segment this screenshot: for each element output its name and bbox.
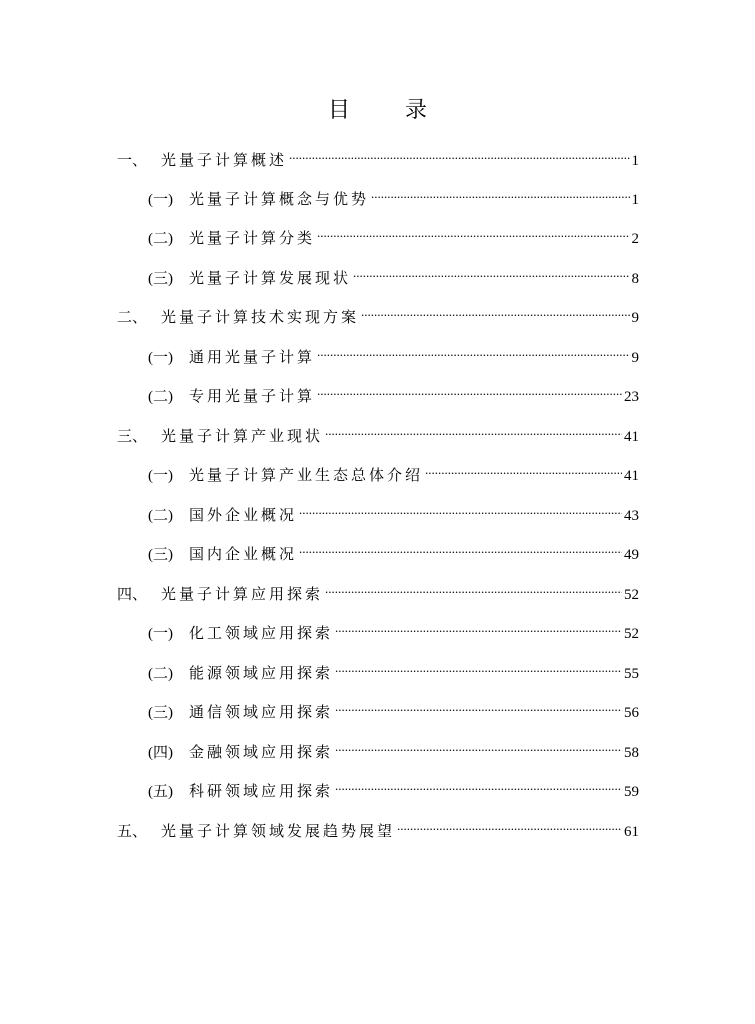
toc-entry-title: 能源领域应用探索 <box>189 664 334 682</box>
toc-leader-dots <box>353 259 629 283</box>
toc-entry-page: 9 <box>631 350 639 366</box>
toc-entry-number: (一) <box>148 468 173 484</box>
toc-leader-dots <box>335 772 622 796</box>
toc-leader-dots <box>317 377 622 401</box>
toc-entry-title: 光量子计算技术实现方案 <box>161 308 360 326</box>
toc-entry[interactable] <box>148 338 639 366</box>
toc-entry-title: 专用光量子计算 <box>189 387 316 405</box>
toc-entry[interactable] <box>148 693 639 721</box>
toc-entry-title: 光量子计算应用探索 <box>161 585 324 603</box>
toc-entry-number: 三、 <box>117 429 148 445</box>
toc-entry[interactable] <box>148 456 639 484</box>
toc-entry-number: (五) <box>148 784 173 800</box>
toc-leader-dots <box>335 654 622 678</box>
toc-entry-number: (一) <box>148 626 173 642</box>
toc-entry-number: (二) <box>148 231 173 247</box>
toc-entry[interactable] <box>148 219 639 247</box>
toc-entry-title: 化工领域应用探索 <box>189 624 334 642</box>
toc-entry-title: 光量子计算概述 <box>161 151 288 169</box>
toc-entry-title: 光量子计算产业生态总体介绍 <box>189 466 424 484</box>
toc-entry-title: 光量子计算发展现状 <box>189 269 352 287</box>
toc-entry-page: 61 <box>624 824 639 840</box>
toc-entry-number: 一、 <box>117 153 148 169</box>
toc-entry-title: 科研领域应用探索 <box>189 782 334 800</box>
toc-leader-dots <box>289 141 629 165</box>
toc-entry[interactable] <box>117 812 639 840</box>
toc-entry-page: 56 <box>624 705 639 721</box>
toc-entry-title: 通用光量子计算 <box>189 348 316 366</box>
toc-entry-title: 光量子计算分类 <box>189 229 316 247</box>
toc-entry[interactable] <box>117 141 639 169</box>
toc-entry-title: 金融领域应用探索 <box>189 743 334 761</box>
toc-entry-number: 五、 <box>117 824 148 840</box>
toc-entry[interactable] <box>148 733 639 761</box>
toc-entry-page: 23 <box>624 389 639 405</box>
toc-leader-dots <box>325 575 622 599</box>
toc-leader-dots <box>299 496 622 520</box>
toc-leader-dots <box>371 180 629 204</box>
toc-entry-number: (三) <box>148 705 173 721</box>
toc-entry-page: 55 <box>624 666 639 682</box>
toc-entry[interactable] <box>148 614 639 642</box>
toc-leader-dots <box>335 733 622 757</box>
toc-entry-number: (一) <box>148 350 173 366</box>
toc-entry-title: 国内企业概况 <box>189 545 298 563</box>
toc-entry-page: 52 <box>624 626 639 642</box>
toc-entry-page: 41 <box>624 468 639 484</box>
toc-entry[interactable] <box>117 417 639 445</box>
toc-entry-number: (二) <box>148 389 173 405</box>
toc-entry[interactable] <box>117 575 639 603</box>
toc-entry-number: (三) <box>148 547 173 563</box>
toc-entry-page: 58 <box>624 745 639 761</box>
toc-entry-page: 43 <box>624 508 639 524</box>
toc-entry-page: 59 <box>624 784 639 800</box>
toc-entry-number: (四) <box>148 745 173 761</box>
toc-entry-title: 通信领域应用探索 <box>189 703 334 721</box>
toc-entry[interactable] <box>148 496 639 524</box>
toc-leader-dots <box>317 338 629 362</box>
toc-leader-dots <box>325 417 622 441</box>
toc-leader-dots <box>335 693 622 717</box>
toc-entry-page: 49 <box>624 547 639 563</box>
toc-entry-page: 8 <box>631 271 639 287</box>
toc-entry-page: 1 <box>631 153 639 169</box>
toc-entry[interactable] <box>117 298 639 326</box>
toc-entry[interactable] <box>148 772 639 800</box>
toc-entry-number: (三) <box>148 271 173 287</box>
toc-leader-dots <box>425 456 622 480</box>
toc-leader-dots <box>361 298 629 322</box>
toc-entry-number: 四、 <box>117 587 148 603</box>
toc-entry-page: 41 <box>624 429 639 445</box>
toc-title: 目 录 <box>328 98 451 123</box>
toc-entry-page: 52 <box>624 587 639 603</box>
toc-entry[interactable] <box>148 180 639 208</box>
toc-entry-number: (二) <box>148 508 173 524</box>
toc-leader-dots <box>299 535 622 559</box>
toc-leader-dots <box>335 614 622 638</box>
toc-entry-title: 光量子计算产业现状 <box>161 427 324 445</box>
toc-entry[interactable] <box>148 377 639 405</box>
toc-entry[interactable] <box>148 259 639 287</box>
toc-entry-number: 二、 <box>117 310 148 326</box>
toc-leader-dots <box>397 812 622 836</box>
toc-entry-page: 2 <box>631 231 639 247</box>
toc-leader-dots <box>317 219 629 243</box>
toc-entry-title: 光量子计算概念与优势 <box>189 190 370 208</box>
toc-entry[interactable] <box>148 535 639 563</box>
toc-entry-title: 国外企业概况 <box>189 506 298 524</box>
toc-entry-page: 1 <box>631 192 639 208</box>
toc-entry-number: (二) <box>148 666 173 682</box>
toc-entry-page: 9 <box>631 310 639 326</box>
toc-entry-number: (一) <box>148 192 173 208</box>
toc-entry[interactable] <box>148 654 639 682</box>
toc-entry-title: 光量子计算领域发展趋势展望 <box>161 822 396 840</box>
